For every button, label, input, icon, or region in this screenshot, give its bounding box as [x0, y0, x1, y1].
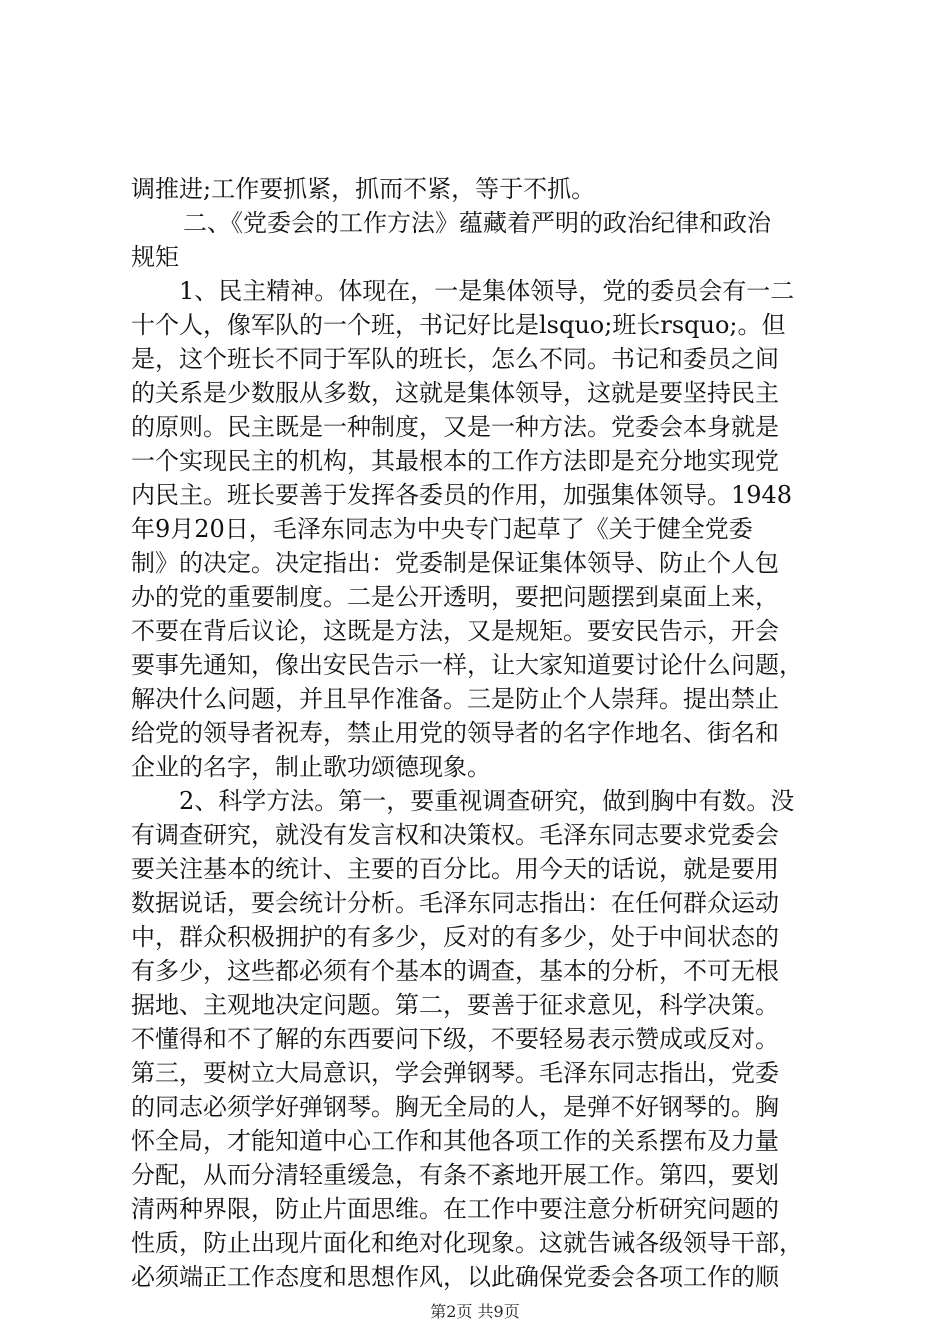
text-line: 调推进;工作要抓紧，抓而不紧，等于不抓。: [131, 175, 596, 203]
text-line: 不要在背后议论，这既是方法，又是规矩。要安民告示，开会: [131, 617, 779, 645]
text-line: 年9月20日，毛泽东同志为中央专门起草了《关于健全党委: [131, 515, 753, 543]
text-line: 必须端正工作态度和思想作风，以此确保党委会各项工作的顺: [131, 1263, 779, 1291]
text-line: 中，群众积极拥护的有多少，反对的有多少，处于中间状态的: [131, 923, 779, 951]
section-heading-line: 规矩: [131, 243, 179, 271]
text-line: 清两种界限，防止片面思维。在工作中要注意分析研究问题的: [131, 1195, 779, 1223]
text-line: 要关注基本的统计、主要的百分比。用今天的话说，就是要用: [131, 855, 779, 883]
text-line: 制》的决定。决定指出：党委制是保证集体领导、防止个人包: [131, 549, 779, 577]
text-line: 第三，要树立大局意识，学会弹钢琴。毛泽东同志指出，党委: [131, 1059, 779, 1087]
text-line: 企业的名字，制止歌功颂德现象。: [131, 753, 491, 781]
text-line: 要事先通知，像出安民告示一样，让大家知道要讨论什么问题，: [131, 651, 803, 679]
text-line: 数据说话，要会统计分析。毛泽东同志指出：在任何群众运动: [131, 889, 779, 917]
text-line: 一个实现民主的机构，其最根本的工作方法即是充分地实现党: [131, 447, 779, 475]
text-line: 办的党的重要制度。二是公开透明，要把问题摆到桌面上来，: [131, 583, 779, 611]
text-line: 有调查研究，就没有发言权和决策权。毛泽东同志要求党委会: [131, 821, 779, 849]
text-line: 的同志必须学好弹钢琴。胸无全局的人，是弹不好钢琴的。胸: [131, 1093, 779, 1121]
text-line: 据地、主观地决定问题。第二，要善于征求意见，科学决策。: [131, 991, 779, 1019]
text-line: 内民主。班长要善于发挥各委员的作用，加强集体领导。1948: [131, 481, 793, 509]
text-line: 不懂得和不了解的东西要问下级，不要轻易表示赞成或反对。: [131, 1025, 779, 1053]
text-line: 给党的领导者祝寿，禁止用党的领导者的名字作地名、街名和: [131, 719, 779, 747]
text-line: 十个人，像军队的一个班，书记好比是lsquo;班长rsquo;。但: [131, 311, 786, 339]
text-line: 解决什么问题，并且早作准备。三是防止个人崇拜。提出禁止: [131, 685, 779, 713]
paragraph-first-line: 1、民主精神。体现在，一是集体领导，党的委员会有一二: [179, 277, 795, 305]
text-line: 怀全局，才能知道中心工作和其他各项工作的关系摆布及力量: [131, 1127, 779, 1155]
section-heading-line: 二、《党委会的工作方法》蕴藏着严明的政治纪律和政治: [183, 209, 771, 237]
text-line: 性质，防止出现片面化和绝对化现象。这就告诫各级领导干部，: [131, 1229, 803, 1257]
text-line: 是，这个班长不同于军队的班长，怎么不同。书记和委员之间: [131, 345, 779, 373]
text-line: 有多少，这些都必须有个基本的调查，基本的分析，不可无根: [131, 957, 779, 985]
text-line: 的原则。民主既是一种制度，又是一种方法。党委会本身就是: [131, 413, 779, 441]
page-number-footer: 第2页 共9页: [430, 1302, 520, 1321]
text-line: 分配，从而分清轻重缓急，有条不紊地开展工作。第四，要划: [131, 1161, 779, 1189]
paragraph-first-line: 2、科学方法。第一，要重视调查研究，做到胸中有数。没: [179, 787, 795, 815]
text-line: 的关系是少数服从多数，这就是集体领导，这就是要坚持民主: [131, 379, 779, 407]
